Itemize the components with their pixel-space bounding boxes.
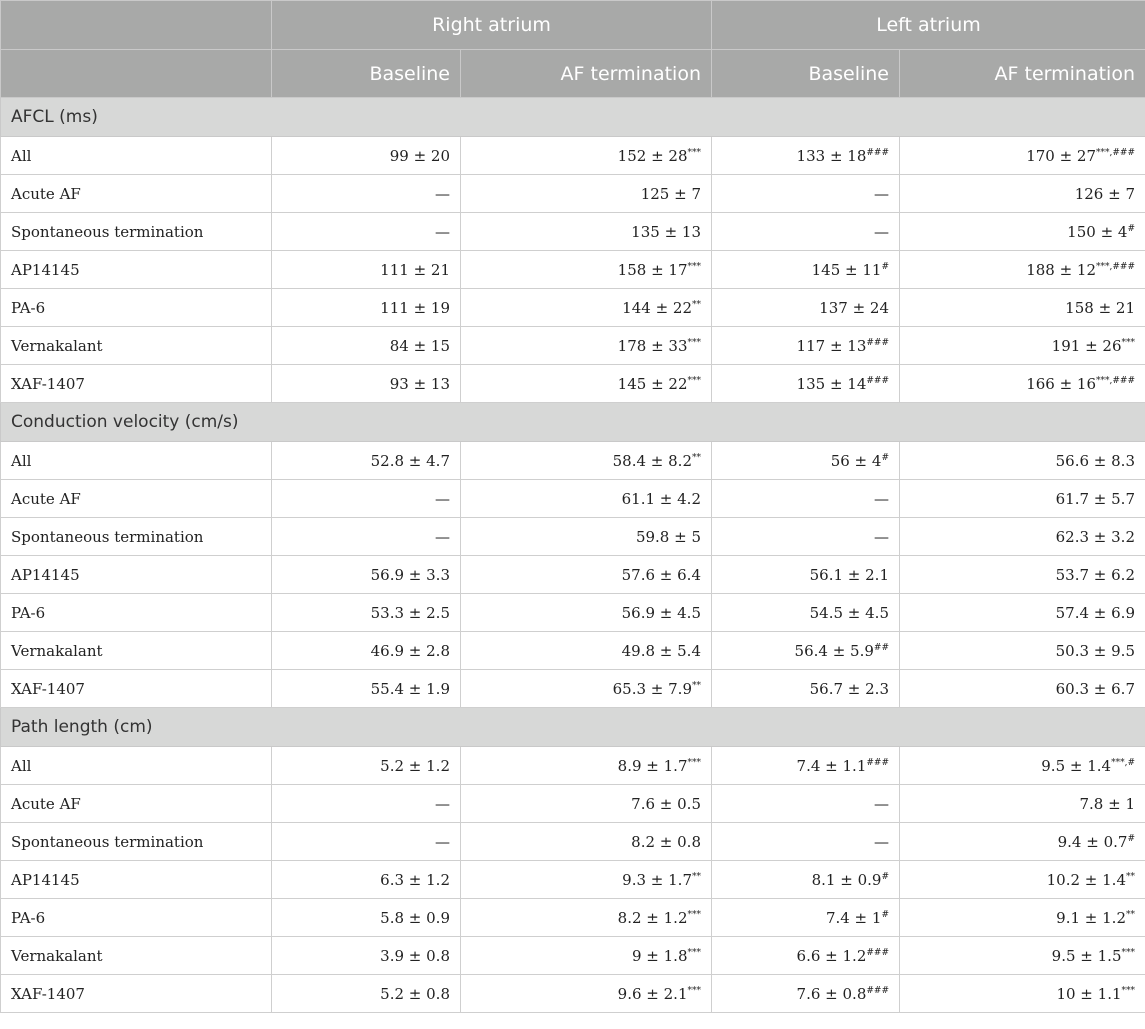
table-cell: [712, 632, 900, 670]
table-cell: [712, 670, 900, 708]
table-cell: [461, 937, 712, 975]
significance-marker: ###: [866, 147, 889, 158]
section-title: Conduction velocity (cm/s): [1, 403, 1145, 442]
cell-value: —: [874, 832, 889, 851]
cell-value: 56.4 ± 5.9: [794, 641, 874, 660]
cell-value: —: [435, 222, 450, 241]
cell-value: 9.5 ± 1.4: [1041, 756, 1112, 775]
table-cell: [712, 442, 900, 480]
table-cell: [272, 327, 461, 365]
table-row: [1, 670, 1145, 708]
table-row: [1, 251, 1145, 289]
table-cell: [461, 137, 712, 175]
cell-value: 57.4 ± 6.9: [1055, 603, 1135, 622]
table-cell: [900, 518, 1145, 556]
cell-value: 135 ± 14: [796, 374, 867, 393]
table-cell: [900, 556, 1145, 594]
significance-marker: ***: [687, 909, 701, 920]
significance-marker: ***,###: [1096, 375, 1135, 386]
row-label: AP14145: [1, 556, 272, 594]
section-row: [1, 98, 1145, 137]
cell-value: 7.4 ± 1: [825, 908, 882, 927]
cell-value: 7.4 ± 1.1: [796, 756, 867, 775]
table-cell: [712, 518, 900, 556]
table-cell: [900, 975, 1145, 1013]
significance-marker: **: [1126, 909, 1135, 920]
table-cell: [272, 632, 461, 670]
cell-value: 6.3 ± 1.2: [380, 870, 450, 889]
significance-marker: ***: [687, 985, 701, 996]
significance-marker: #: [1127, 223, 1135, 234]
cell-value: —: [874, 184, 889, 203]
cell-value: 59.8 ± 5: [635, 527, 701, 546]
row-label: XAF-1407: [1, 975, 272, 1013]
significance-marker: ***: [1121, 947, 1135, 958]
table-cell: [461, 861, 712, 899]
cell-value: 150 ± 4: [1067, 222, 1128, 241]
table-row: [1, 899, 1145, 937]
cell-value: 8.2 ± 1.2: [617, 908, 688, 927]
significance-marker: ***: [1121, 985, 1135, 996]
significance-marker: ##: [873, 642, 889, 653]
table-cell: [712, 861, 900, 899]
table-row: [1, 556, 1145, 594]
table-cell: [272, 518, 461, 556]
table-cell: [461, 289, 712, 327]
row-label: AP14145: [1, 251, 272, 289]
significance-marker: ***: [687, 757, 701, 768]
table-cell: [712, 213, 900, 251]
row-label: PA-6: [1, 594, 272, 632]
table-row: [1, 213, 1145, 251]
cell-value: 56.6 ± 8.3: [1055, 451, 1135, 470]
cell-value: 166 ± 16: [1026, 374, 1097, 393]
table-cell: [712, 899, 900, 937]
cell-value: 50.3 ± 9.5: [1055, 641, 1135, 660]
table-cell: [272, 365, 461, 403]
row-label: All: [1, 137, 272, 175]
significance-marker: ***,###: [1096, 261, 1135, 272]
row-label: Acute AF: [1, 175, 272, 213]
table-cell: [900, 632, 1145, 670]
table-row: [1, 289, 1145, 327]
table-cell: [712, 594, 900, 632]
cell-value: 6.6 ± 1.2: [796, 946, 867, 965]
table-cell: [272, 747, 461, 785]
table-cell: [712, 785, 900, 823]
cell-value: 57.6 ± 6.4: [621, 565, 701, 584]
section-row: [1, 403, 1145, 442]
cell-value: 49.8 ± 5.4: [621, 641, 701, 660]
cell-value: 56.9 ± 4.5: [621, 603, 701, 622]
cell-value: 126 ± 7: [1074, 184, 1135, 203]
cell-value: 55.4 ± 1.9: [370, 679, 450, 698]
cell-value: 158 ± 17: [617, 260, 688, 279]
cell-value: 53.7 ± 6.2: [1055, 565, 1135, 584]
cell-value: —: [874, 222, 889, 241]
table-cell: [272, 480, 461, 518]
table-cell: [461, 899, 712, 937]
significance-marker: **: [692, 452, 701, 463]
cell-value: 9 ± 1.8: [631, 946, 688, 965]
table-cell: [272, 861, 461, 899]
table-header: [1, 1, 1145, 98]
table-cell: [461, 975, 712, 1013]
row-label: Spontaneous termination: [1, 518, 272, 556]
cell-value: 111 ± 21: [380, 260, 450, 279]
table-cell: [712, 327, 900, 365]
cell-value: 8.2 ± 0.8: [631, 832, 701, 851]
table-cell: [272, 442, 461, 480]
significance-marker: ***: [687, 337, 701, 348]
table-cell: [900, 747, 1145, 785]
header-col-ra-baseline: Baseline: [272, 50, 461, 98]
cell-value: 170 ± 27: [1026, 146, 1097, 165]
row-label: Vernakalant: [1, 632, 272, 670]
cell-value: 145 ± 11: [811, 260, 882, 279]
table-cell: [461, 175, 712, 213]
table-cell: [272, 251, 461, 289]
table-cell: [272, 937, 461, 975]
significance-marker: ***,###: [1096, 147, 1135, 158]
header-col-la-baseline: Baseline: [712, 50, 900, 98]
cell-value: 99 ± 20: [389, 146, 450, 165]
significance-marker: ***: [1121, 337, 1135, 348]
cell-value: 145 ± 22: [617, 374, 688, 393]
table-cell: [712, 975, 900, 1013]
table-cell: [461, 747, 712, 785]
table-cell: [272, 594, 461, 632]
row-label: PA-6: [1, 899, 272, 937]
table-cell: [272, 137, 461, 175]
table-cell: [900, 213, 1145, 251]
cell-value: 191 ± 26: [1051, 336, 1122, 355]
table-cell: [712, 556, 900, 594]
cell-value: 9.4 ± 0.7: [1057, 832, 1128, 851]
cell-value: 178 ± 33: [617, 336, 688, 355]
cell-value: 65.3 ± 7.9: [612, 679, 692, 698]
table-cell: [712, 175, 900, 213]
table-row: [1, 861, 1145, 899]
cell-value: —: [435, 489, 450, 508]
table-cell: [461, 480, 712, 518]
table-row: [1, 823, 1145, 861]
table-cell: [272, 899, 461, 937]
table-cell: [712, 289, 900, 327]
cell-value: 144 ± 22: [622, 298, 692, 317]
row-label: Vernakalant: [1, 327, 272, 365]
table-row: [1, 365, 1145, 403]
table-cell: [712, 251, 900, 289]
table-cell: [461, 785, 712, 823]
row-label: Vernakalant: [1, 937, 272, 975]
table-row: [1, 175, 1145, 213]
table-cell: [272, 289, 461, 327]
cell-value: 61.1 ± 4.2: [621, 489, 701, 508]
significance-marker: ***: [687, 261, 701, 272]
significance-marker: ###: [866, 947, 889, 958]
table-cell: [712, 747, 900, 785]
table-cell: [461, 556, 712, 594]
significance-marker: #: [1127, 833, 1135, 844]
table-row: [1, 327, 1145, 365]
section-title: Path length (cm): [1, 708, 1145, 747]
row-label: Spontaneous termination: [1, 213, 272, 251]
row-label: All: [1, 442, 272, 480]
significance-marker: ***: [687, 375, 701, 386]
table-cell: [272, 823, 461, 861]
table-cell: [712, 480, 900, 518]
table-cell: [272, 785, 461, 823]
table-cell: [272, 975, 461, 1013]
table-cell: [900, 442, 1145, 480]
table-cell: [272, 213, 461, 251]
table-cell: [900, 175, 1145, 213]
cell-value: 56.7 ± 2.3: [809, 679, 889, 698]
cell-value: 62.3 ± 3.2: [1055, 527, 1135, 546]
table-cell: [712, 365, 900, 403]
cell-value: 137 ± 24: [819, 298, 889, 317]
table-cell: [900, 594, 1145, 632]
table-row: [1, 937, 1145, 975]
table-row: [1, 632, 1145, 670]
table-cell: [900, 899, 1145, 937]
table-row: [1, 518, 1145, 556]
table-cell: [900, 365, 1145, 403]
table-cell: [461, 518, 712, 556]
significance-marker: #: [881, 871, 889, 882]
cell-value: 5.2 ± 1.2: [380, 756, 450, 775]
header-corner-sub: [1, 50, 272, 98]
cell-value: —: [435, 184, 450, 203]
header-col-la-af-termination: AF termination: [900, 50, 1145, 98]
table-cell: [461, 327, 712, 365]
cell-value: 58.4 ± 8.2: [612, 451, 692, 470]
table-cell: [272, 670, 461, 708]
significance-marker: **: [692, 871, 701, 882]
significance-marker: ###: [866, 985, 889, 996]
table-cell: [461, 670, 712, 708]
cell-value: 7.8 ± 1: [1079, 794, 1135, 813]
table-cell: [461, 365, 712, 403]
section-row: [1, 708, 1145, 747]
significance-marker: ###: [866, 757, 889, 768]
cell-value: 5.8 ± 0.9: [380, 908, 450, 927]
table-cell: [461, 442, 712, 480]
table-cell: [461, 213, 712, 251]
cell-value: 61.7 ± 5.7: [1055, 489, 1135, 508]
cell-value: —: [874, 489, 889, 508]
row-label: AP14145: [1, 861, 272, 899]
cell-value: 111 ± 19: [380, 298, 450, 317]
cell-value: 135 ± 13: [631, 222, 701, 241]
header-corner: [1, 1, 272, 50]
row-label: All: [1, 747, 272, 785]
table-cell: [712, 823, 900, 861]
cell-value: 54.5 ± 4.5: [809, 603, 889, 622]
table-cell: [712, 937, 900, 975]
table-cell: [900, 480, 1145, 518]
significance-marker: ###: [866, 375, 889, 386]
table-row: [1, 480, 1145, 518]
table-cell: [461, 632, 712, 670]
cell-value: 56.1 ± 2.1: [809, 565, 889, 584]
row-label: Spontaneous termination: [1, 823, 272, 861]
cell-value: 56.9 ± 3.3: [370, 565, 450, 584]
significance-marker: ***: [687, 947, 701, 958]
table-cell: [461, 594, 712, 632]
cell-value: 10 ± 1.1: [1056, 984, 1122, 1003]
significance-marker: **: [1126, 871, 1135, 882]
cell-value: —: [435, 527, 450, 546]
table-row: [1, 137, 1145, 175]
table-cell: [900, 327, 1145, 365]
table-cell: [272, 175, 461, 213]
row-label: Acute AF: [1, 785, 272, 823]
row-label: XAF-1407: [1, 670, 272, 708]
table-cell: [900, 937, 1145, 975]
cell-value: 7.6 ± 0.8: [796, 984, 867, 1003]
significance-marker: **: [692, 680, 701, 691]
table-row: [1, 594, 1145, 632]
cell-value: —: [874, 794, 889, 813]
table-row: [1, 975, 1145, 1013]
cell-value: —: [435, 832, 450, 851]
cell-value: 9.6 ± 2.1: [617, 984, 688, 1003]
table-cell: [461, 823, 712, 861]
significance-marker: **: [692, 299, 701, 310]
table-cell: [900, 823, 1145, 861]
cell-value: 56 ± 4: [830, 451, 882, 470]
cell-value: 158 ± 21: [1065, 298, 1135, 317]
cell-value: 9.3 ± 1.7: [622, 870, 692, 889]
row-label: PA-6: [1, 289, 272, 327]
table-cell: [900, 137, 1145, 175]
table-row: [1, 747, 1145, 785]
table-cell: [461, 251, 712, 289]
cell-value: 10.2 ± 1.4: [1046, 870, 1126, 889]
table-cell: [900, 289, 1145, 327]
cell-value: 60.3 ± 6.7: [1055, 679, 1135, 698]
header-col-ra-af-termination: AF termination: [461, 50, 712, 98]
table-cell: [900, 670, 1145, 708]
cell-value: 8.9 ± 1.7: [617, 756, 688, 775]
cell-value: 188 ± 12: [1026, 260, 1097, 279]
significance-marker: ***: [687, 147, 701, 158]
cell-value: 8.1 ± 0.9: [811, 870, 882, 889]
cell-value: 125 ± 7: [640, 184, 701, 203]
cell-value: 3.9 ± 0.8: [380, 946, 450, 965]
cell-value: 93 ± 13: [389, 374, 450, 393]
cell-value: 46.9 ± 2.8: [370, 641, 450, 660]
cell-value: 152 ± 28: [617, 146, 688, 165]
cell-value: 52.8 ± 4.7: [370, 451, 450, 470]
table-cell: [712, 137, 900, 175]
significance-marker: ###: [866, 337, 889, 348]
cell-value: 9.1 ± 1.2: [1056, 908, 1126, 927]
significance-marker: ***,#: [1111, 757, 1135, 768]
cell-value: —: [435, 794, 450, 813]
cell-value: —: [874, 527, 889, 546]
table-body: [1, 98, 1145, 1013]
cell-value: 133 ± 18: [796, 146, 867, 165]
cell-value: 53.3 ± 2.5: [370, 603, 450, 622]
table-row: [1, 442, 1145, 480]
table-cell: [272, 556, 461, 594]
table-cell: [900, 785, 1145, 823]
cell-value: 5.2 ± 0.8: [380, 984, 450, 1003]
row-label: Acute AF: [1, 480, 272, 518]
table-cell: [900, 861, 1145, 899]
table-cell: [900, 251, 1145, 289]
table-row: [1, 785, 1145, 823]
row-label: XAF-1407: [1, 365, 272, 403]
significance-marker: #: [881, 452, 889, 463]
header-group-left-atrium: Left atrium: [712, 1, 1145, 50]
section-title: AFCL (ms): [1, 98, 1145, 137]
cell-value: 7.6 ± 0.5: [631, 794, 701, 813]
cell-value: 84 ± 15: [389, 336, 450, 355]
significance-marker: #: [881, 909, 889, 920]
significance-marker: #: [881, 261, 889, 272]
header-group-right-atrium: Right atrium: [272, 1, 712, 50]
cell-value: 117 ± 13: [796, 336, 867, 355]
cell-value: 9.5 ± 1.5: [1051, 946, 1122, 965]
